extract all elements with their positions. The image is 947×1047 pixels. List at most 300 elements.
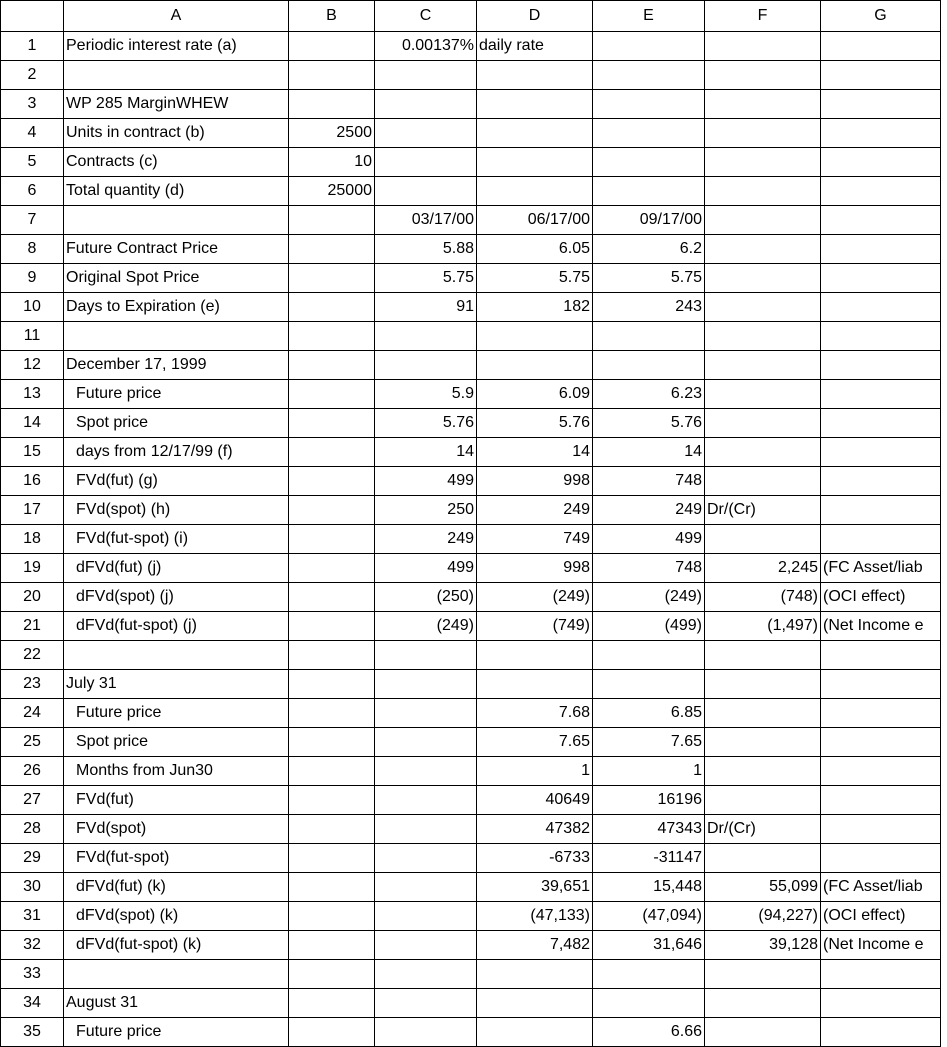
cell-a31[interactable]: dFVd(spot) (k): [64, 902, 289, 931]
cell-e21[interactable]: (499): [593, 612, 705, 641]
table-row: [1, 699, 941, 728]
cell-g30[interactable]: (FC Asset/liab: [821, 873, 941, 902]
cell-a30[interactable]: dFVd(fut) (k): [64, 873, 289, 902]
cell-f30[interactable]: 55,099: [705, 873, 821, 902]
cell-g11[interactable]: [821, 322, 941, 351]
cell-b24[interactable]: [289, 699, 375, 728]
cell-a35[interactable]: Future price: [64, 1018, 289, 1047]
row-header[interactable]: 14: [1, 409, 64, 438]
cell-f1[interactable]: [705, 32, 821, 61]
cell-a11[interactable]: [64, 322, 289, 351]
cell-d11[interactable]: [477, 322, 593, 351]
cell-g16[interactable]: [821, 467, 941, 496]
cell-b29[interactable]: [289, 844, 375, 873]
cell-e14[interactable]: 5.76: [593, 409, 705, 438]
cell-d2[interactable]: [477, 61, 593, 90]
cell-g26[interactable]: [821, 757, 941, 786]
cell-e25[interactable]: 7.65: [593, 728, 705, 757]
cell-e27[interactable]: 16196: [593, 786, 705, 815]
cell-e18[interactable]: 499: [593, 525, 705, 554]
cell-b9[interactable]: [289, 264, 375, 293]
cell-e16[interactable]: 748: [593, 467, 705, 496]
cell-b5[interactable]: 10: [289, 148, 375, 177]
row-header[interactable]: 16: [1, 467, 64, 496]
cell-e11[interactable]: [593, 322, 705, 351]
cell-f10[interactable]: [705, 293, 821, 322]
cell-b30[interactable]: [289, 873, 375, 902]
cell-e17[interactable]: 249: [593, 496, 705, 525]
cell-b25[interactable]: [289, 728, 375, 757]
cell-c21[interactable]: (249): [375, 612, 477, 641]
table-row: [1, 61, 941, 90]
row-header[interactable]: 33: [1, 960, 64, 989]
cell-f7[interactable]: [705, 206, 821, 235]
cell-g35[interactable]: [821, 1018, 941, 1047]
cell-c17[interactable]: 250: [375, 496, 477, 525]
cell-g10[interactable]: [821, 293, 941, 322]
cell-g34[interactable]: [821, 989, 941, 1018]
row-header[interactable]: 4: [1, 119, 64, 148]
table-row: [1, 90, 941, 119]
cell-b6[interactable]: 25000: [289, 177, 375, 206]
table-row: [1, 264, 941, 293]
column-header-g[interactable]: G: [821, 1, 941, 32]
cell-g22[interactable]: [821, 641, 941, 670]
cell-f27[interactable]: [705, 786, 821, 815]
cell-g21[interactable]: (Net Income e: [821, 612, 941, 641]
column-header-d[interactable]: D: [477, 1, 593, 32]
cell-a7[interactable]: [64, 206, 289, 235]
row-header[interactable]: 27: [1, 786, 64, 815]
cell-b32[interactable]: [289, 931, 375, 960]
cell-f14[interactable]: [705, 409, 821, 438]
cell-a25[interactable]: Spot price: [64, 728, 289, 757]
cell-b3[interactable]: [289, 90, 375, 119]
cell-b34[interactable]: [289, 989, 375, 1018]
cell-f35[interactable]: [705, 1018, 821, 1047]
cell-e23[interactable]: [593, 670, 705, 699]
cell-d7[interactable]: 06/17/00: [477, 206, 593, 235]
cell-g5[interactable]: [821, 148, 941, 177]
cell-b23[interactable]: [289, 670, 375, 699]
cell-e15[interactable]: 14: [593, 438, 705, 467]
cell-c32[interactable]: [375, 931, 477, 960]
cell-c3[interactable]: [375, 90, 477, 119]
cell-e8[interactable]: 6.2: [593, 235, 705, 264]
cell-b7[interactable]: [289, 206, 375, 235]
cell-e24[interactable]: 6.85: [593, 699, 705, 728]
cell-b11[interactable]: [289, 322, 375, 351]
cell-d3[interactable]: [477, 90, 593, 119]
table-row: [1, 293, 941, 322]
cell-d19[interactable]: 998: [477, 554, 593, 583]
cell-a16[interactable]: FVd(fut) (g): [64, 467, 289, 496]
cell-f3[interactable]: [705, 90, 821, 119]
cell-d25[interactable]: 7.65: [477, 728, 593, 757]
cell-c6[interactable]: [375, 177, 477, 206]
row-header[interactable]: 30: [1, 873, 64, 902]
cell-a1[interactable]: Periodic interest rate (a): [64, 32, 289, 61]
cell-a21[interactable]: dFVd(fut-spot) (j): [64, 612, 289, 641]
row-header[interactable]: 25: [1, 728, 64, 757]
cell-f11[interactable]: [705, 322, 821, 351]
cell-c16[interactable]: 499: [375, 467, 477, 496]
cell-e6[interactable]: [593, 177, 705, 206]
cell-e10[interactable]: 243: [593, 293, 705, 322]
cell-b17[interactable]: [289, 496, 375, 525]
cell-c11[interactable]: [375, 322, 477, 351]
table-row: [1, 844, 941, 873]
row-header[interactable]: 35: [1, 1018, 64, 1047]
cell-d17[interactable]: 249: [477, 496, 593, 525]
row-header[interactable]: 9: [1, 264, 64, 293]
cell-e1[interactable]: [593, 32, 705, 61]
cell-d8[interactable]: 6.05: [477, 235, 593, 264]
cell-g3[interactable]: [821, 90, 941, 119]
cell-a32[interactable]: dFVd(fut-spot) (k): [64, 931, 289, 960]
cell-b18[interactable]: [289, 525, 375, 554]
cell-c1[interactable]: 0.00137%: [375, 32, 477, 61]
cell-f13[interactable]: [705, 380, 821, 409]
cell-g19[interactable]: (FC Asset/liab: [821, 554, 941, 583]
row-header[interactable]: 21: [1, 612, 64, 641]
cell-c8[interactable]: 5.88: [375, 235, 477, 264]
cell-e28[interactable]: 47343: [593, 815, 705, 844]
cell-f22[interactable]: [705, 641, 821, 670]
cell-g29[interactable]: [821, 844, 941, 873]
cell-f12[interactable]: [705, 351, 821, 380]
cell-e30[interactable]: 15,448: [593, 873, 705, 902]
cell-f24[interactable]: [705, 699, 821, 728]
cell-e34[interactable]: [593, 989, 705, 1018]
cell-g15[interactable]: [821, 438, 941, 467]
row-header[interactable]: 26: [1, 757, 64, 786]
cell-c31[interactable]: [375, 902, 477, 931]
cell-c24[interactable]: [375, 699, 477, 728]
cell-g25[interactable]: [821, 728, 941, 757]
column-header-e[interactable]: E: [593, 1, 705, 32]
cell-a8[interactable]: Future Contract Price: [64, 235, 289, 264]
row-header[interactable]: 8: [1, 235, 64, 264]
cell-c27[interactable]: [375, 786, 477, 815]
table-row: [1, 960, 941, 989]
cell-a29[interactable]: FVd(fut-spot): [64, 844, 289, 873]
cell-g14[interactable]: [821, 409, 941, 438]
cell-b13[interactable]: [289, 380, 375, 409]
cell-f19[interactable]: 2,245: [705, 554, 821, 583]
row-header[interactable]: 31: [1, 902, 64, 931]
cell-d12[interactable]: [477, 351, 593, 380]
column-header-a[interactable]: A: [64, 1, 289, 32]
cell-d30[interactable]: 39,651: [477, 873, 593, 902]
cell-c5[interactable]: [375, 148, 477, 177]
cell-e31[interactable]: (47,094): [593, 902, 705, 931]
select-all-corner[interactable]: [1, 1, 64, 32]
cell-e26[interactable]: 1: [593, 757, 705, 786]
cell-a2[interactable]: [64, 61, 289, 90]
cell-f33[interactable]: [705, 960, 821, 989]
row-header[interactable]: 7: [1, 206, 64, 235]
cell-d26[interactable]: 1: [477, 757, 593, 786]
cell-e3[interactable]: [593, 90, 705, 119]
cell-f31[interactable]: (94,227): [705, 902, 821, 931]
cell-g24[interactable]: [821, 699, 941, 728]
cell-c12[interactable]: [375, 351, 477, 380]
cell-b26[interactable]: [289, 757, 375, 786]
row-header[interactable]: 5: [1, 148, 64, 177]
row-header[interactable]: 19: [1, 554, 64, 583]
cell-g32[interactable]: (Net Income e: [821, 931, 941, 960]
cell-e32[interactable]: 31,646: [593, 931, 705, 960]
cell-c15[interactable]: 14: [375, 438, 477, 467]
cell-f2[interactable]: [705, 61, 821, 90]
cell-d4[interactable]: [477, 119, 593, 148]
cell-b1[interactable]: [289, 32, 375, 61]
cell-b31[interactable]: [289, 902, 375, 931]
cell-b15[interactable]: [289, 438, 375, 467]
cell-b27[interactable]: [289, 786, 375, 815]
cell-f6[interactable]: [705, 177, 821, 206]
cell-g31[interactable]: (OCI effect): [821, 902, 941, 931]
cell-g12[interactable]: [821, 351, 941, 380]
cell-d32[interactable]: 7,482: [477, 931, 593, 960]
cell-a24[interactable]: Future price: [64, 699, 289, 728]
cell-e22[interactable]: [593, 641, 705, 670]
cell-g33[interactable]: [821, 960, 941, 989]
row-header[interactable]: 13: [1, 380, 64, 409]
cell-e5[interactable]: [593, 148, 705, 177]
cell-b4[interactable]: 2500: [289, 119, 375, 148]
cell-d6[interactable]: [477, 177, 593, 206]
cell-e13[interactable]: 6.23: [593, 380, 705, 409]
cell-g13[interactable]: [821, 380, 941, 409]
cell-b2[interactable]: [289, 61, 375, 90]
cell-c33[interactable]: [375, 960, 477, 989]
cell-d34[interactable]: [477, 989, 593, 1018]
row-header[interactable]: 29: [1, 844, 64, 873]
table-row: [1, 177, 941, 206]
cell-b35[interactable]: [289, 1018, 375, 1047]
cell-d23[interactable]: [477, 670, 593, 699]
cell-e4[interactable]: [593, 119, 705, 148]
cell-g6[interactable]: [821, 177, 941, 206]
cell-a10[interactable]: Days to Expiration (e): [64, 293, 289, 322]
row-header[interactable]: 6: [1, 177, 64, 206]
cell-g2[interactable]: [821, 61, 941, 90]
cell-d31[interactable]: (47,133): [477, 902, 593, 931]
row-header[interactable]: 11: [1, 322, 64, 351]
cell-e29[interactable]: -31147: [593, 844, 705, 873]
cell-g20[interactable]: (OCI effect): [821, 583, 941, 612]
cell-f9[interactable]: [705, 264, 821, 293]
cell-a14[interactable]: Spot price: [64, 409, 289, 438]
row-header[interactable]: 2: [1, 61, 64, 90]
cell-f17[interactable]: Dr/(Cr): [705, 496, 821, 525]
cell-c23[interactable]: [375, 670, 477, 699]
cell-a28[interactable]: FVd(spot): [64, 815, 289, 844]
row-header[interactable]: 28: [1, 815, 64, 844]
cell-e20[interactable]: (249): [593, 583, 705, 612]
cell-c13[interactable]: 5.9: [375, 380, 477, 409]
cell-e33[interactable]: [593, 960, 705, 989]
cell-f5[interactable]: [705, 148, 821, 177]
cell-g4[interactable]: [821, 119, 941, 148]
cell-f32[interactable]: 39,128: [705, 931, 821, 960]
cell-d9[interactable]: 5.75: [477, 264, 593, 293]
table-row: [1, 728, 941, 757]
cell-g23[interactable]: [821, 670, 941, 699]
cell-f18[interactable]: [705, 525, 821, 554]
row-header[interactable]: 12: [1, 351, 64, 380]
cell-a9[interactable]: Original Spot Price: [64, 264, 289, 293]
cell-c14[interactable]: 5.76: [375, 409, 477, 438]
cell-a4[interactable]: Units in contract (b): [64, 119, 289, 148]
cell-a33[interactable]: [64, 960, 289, 989]
cell-c2[interactable]: [375, 61, 477, 90]
cell-b21[interactable]: [289, 612, 375, 641]
cell-a22[interactable]: [64, 641, 289, 670]
cell-d35[interactable]: [477, 1018, 593, 1047]
cell-d13[interactable]: 6.09: [477, 380, 593, 409]
cell-a3[interactable]: WP 285 MarginWHEW: [64, 90, 289, 119]
cell-f34[interactable]: [705, 989, 821, 1018]
cell-c20[interactable]: (250): [375, 583, 477, 612]
cell-c26[interactable]: [375, 757, 477, 786]
cell-a23[interactable]: July 31: [64, 670, 289, 699]
row-header[interactable]: 10: [1, 293, 64, 322]
cell-g18[interactable]: [821, 525, 941, 554]
row-header[interactable]: 1: [1, 32, 64, 61]
cell-c29[interactable]: [375, 844, 477, 873]
column-header-f[interactable]: F: [705, 1, 821, 32]
cell-b33[interactable]: [289, 960, 375, 989]
cell-a17[interactable]: FVd(spot) (h): [64, 496, 289, 525]
cell-b28[interactable]: [289, 815, 375, 844]
cell-g28[interactable]: [821, 815, 941, 844]
cell-d24[interactable]: 7.68: [477, 699, 593, 728]
cell-b8[interactable]: [289, 235, 375, 264]
cell-f15[interactable]: [705, 438, 821, 467]
column-header-c[interactable]: C: [375, 1, 477, 32]
cell-d5[interactable]: [477, 148, 593, 177]
cell-f29[interactable]: [705, 844, 821, 873]
cell-c25[interactable]: [375, 728, 477, 757]
row-header[interactable]: 3: [1, 90, 64, 119]
cell-f26[interactable]: [705, 757, 821, 786]
cell-b22[interactable]: [289, 641, 375, 670]
cell-b20[interactable]: [289, 583, 375, 612]
table-row: [1, 554, 941, 583]
cell-c30[interactable]: [375, 873, 477, 902]
cell-f20[interactable]: (748): [705, 583, 821, 612]
cell-c18[interactable]: 249: [375, 525, 477, 554]
row-header[interactable]: 17: [1, 496, 64, 525]
cell-e19[interactable]: 748: [593, 554, 705, 583]
cell-f25[interactable]: [705, 728, 821, 757]
cell-g9[interactable]: [821, 264, 941, 293]
table-row: [1, 148, 941, 177]
cell-d14[interactable]: 5.76: [477, 409, 593, 438]
cell-a18[interactable]: FVd(fut-spot) (i): [64, 525, 289, 554]
cell-d33[interactable]: [477, 960, 593, 989]
cell-c28[interactable]: [375, 815, 477, 844]
cell-d22[interactable]: [477, 641, 593, 670]
cell-f23[interactable]: [705, 670, 821, 699]
cell-d18[interactable]: 749: [477, 525, 593, 554]
cell-d29[interactable]: -6733: [477, 844, 593, 873]
cell-f16[interactable]: [705, 467, 821, 496]
cell-e35[interactable]: 6.66: [593, 1018, 705, 1047]
cell-a6[interactable]: Total quantity (d): [64, 177, 289, 206]
cell-d10[interactable]: 182: [477, 293, 593, 322]
cell-f28[interactable]: Dr/(Cr): [705, 815, 821, 844]
cell-g8[interactable]: [821, 235, 941, 264]
cell-d21[interactable]: (749): [477, 612, 593, 641]
row-header[interactable]: 23: [1, 670, 64, 699]
cell-e2[interactable]: [593, 61, 705, 90]
row-header[interactable]: 24: [1, 699, 64, 728]
column-header-b[interactable]: B: [289, 1, 375, 32]
cell-e9[interactable]: 5.75: [593, 264, 705, 293]
cell-c19[interactable]: 499: [375, 554, 477, 583]
cell-g27[interactable]: [821, 786, 941, 815]
row-header[interactable]: 34: [1, 989, 64, 1018]
cell-e7[interactable]: 09/17/00: [593, 206, 705, 235]
cell-a5[interactable]: Contracts (c): [64, 148, 289, 177]
cell-c9[interactable]: 5.75: [375, 264, 477, 293]
cell-c10[interactable]: 91: [375, 293, 477, 322]
cell-a20[interactable]: dFVd(spot) (j): [64, 583, 289, 612]
cell-c7[interactable]: 03/17/00: [375, 206, 477, 235]
cell-d27[interactable]: 40649: [477, 786, 593, 815]
cell-a15[interactable]: days from 12/17/99 (f): [64, 438, 289, 467]
row-header[interactable]: 18: [1, 525, 64, 554]
cell-g7[interactable]: [821, 206, 941, 235]
cell-a13[interactable]: Future price: [64, 380, 289, 409]
cell-d16[interactable]: 998: [477, 467, 593, 496]
cell-b10[interactable]: [289, 293, 375, 322]
cell-c22[interactable]: [375, 641, 477, 670]
cell-d15[interactable]: 14: [477, 438, 593, 467]
cell-b12[interactable]: [289, 351, 375, 380]
cell-g17[interactable]: [821, 496, 941, 525]
cell-f4[interactable]: [705, 119, 821, 148]
row-header[interactable]: 32: [1, 931, 64, 960]
cell-d1[interactable]: daily rate: [477, 32, 593, 61]
cell-a12[interactable]: December 17, 1999: [64, 351, 289, 380]
cell-a27[interactable]: FVd(fut): [64, 786, 289, 815]
cell-d20[interactable]: (249): [477, 583, 593, 612]
cell-c4[interactable]: [375, 119, 477, 148]
cell-d28[interactable]: 47382: [477, 815, 593, 844]
table-row: [1, 786, 941, 815]
cell-a26[interactable]: Months from Jun30: [64, 757, 289, 786]
cell-b19[interactable]: [289, 554, 375, 583]
cell-f21[interactable]: (1,497): [705, 612, 821, 641]
cell-a34[interactable]: August 31: [64, 989, 289, 1018]
cell-g1[interactable]: [821, 32, 941, 61]
row-header[interactable]: 15: [1, 438, 64, 467]
cell-c35[interactable]: [375, 1018, 477, 1047]
cell-e12[interactable]: [593, 351, 705, 380]
cell-c34[interactable]: [375, 989, 477, 1018]
cell-b16[interactable]: [289, 467, 375, 496]
cell-b14[interactable]: [289, 409, 375, 438]
row-header[interactable]: 22: [1, 641, 64, 670]
row-header[interactable]: 20: [1, 583, 64, 612]
cell-f8[interactable]: [705, 235, 821, 264]
cell-a19[interactable]: dFVd(fut) (j): [64, 554, 289, 583]
